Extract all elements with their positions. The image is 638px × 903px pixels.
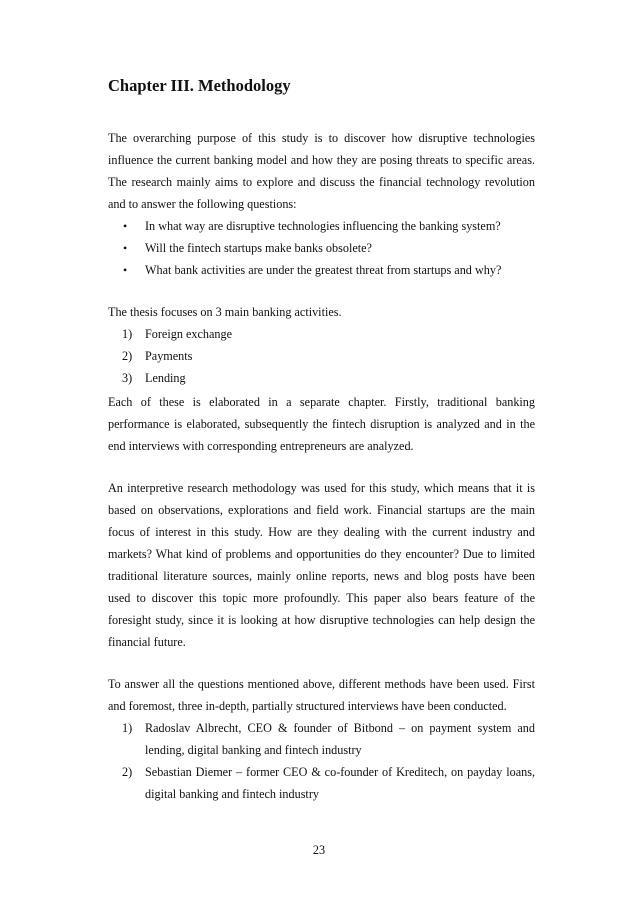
page-number: 23 (312, 843, 326, 857)
list-item: • What bank activities are under the greatest threat from startups and why? (108, 259, 535, 281)
bullet-icon: • (123, 219, 128, 233)
bullet-icon: • (123, 263, 128, 277)
paragraph-methodology: An interpretive research methodology was used for this study, which means that it is based on observations, explorations and field work. Financial startups are the main focus of interest in this study. How are they dealing with the current industry and markets? What kind of problems and opportunities do they encounter? Due to limited traditional literature sources, mainly online reports, news and blog posts have been used to discover this topic more profoundly. This paper also bears feature of the foresight study, since it is looking at how disruptive technologies can help design the financial future. (108, 481, 535, 649)
paragraph-elaboration: Each of these is elaborated in a separate chapter. Firstly, traditional banking performance is elaborated, subsequently the fintech disruption is analyzed and in the end interviews with corresponding entrepreneurs are analyzed. (108, 395, 535, 453)
list-item: 1) Radoslav Albrecht, CEO & founder of Bitbond – on payment system and lending, digital banking and fintech industry (122, 721, 535, 757)
list-item: • In what way are disruptive technologies influencing the banking system? (108, 215, 535, 237)
list-item: 1) Foreign exchange (122, 327, 232, 341)
paragraph-spacer (108, 457, 535, 477)
chapter-title: Chapter III. Methodology (108, 76, 291, 95)
paragraph-spacer (108, 281, 535, 301)
list-item: 3) Lending (122, 371, 186, 385)
bullet-icon: • (123, 241, 128, 255)
interviews-list (108, 717, 535, 805)
list-item: 2) Sebastian Diemer – former CEO & co-founder of Kreditech, on payday loans, digital banking and fintech industry (122, 765, 535, 801)
paragraph-methods: To answer all the questions mentioned above, different methods have been used. First and foremost, three in-depth, partially structured interviews have been conducted. (108, 677, 535, 713)
paragraph-spacer (108, 653, 535, 673)
page-content (108, 76, 535, 805)
paragraph-focus: The thesis focuses on 3 main banking activities. (108, 305, 342, 319)
research-questions-list (108, 215, 535, 281)
paragraph-purpose: The overarching purpose of this study is to discover how disruptive technologies influence the current banking model and how they are posing threats to specific areas. The research mainly aims to explore and discuss the financial technology revolution and to answer the following questions: (108, 131, 535, 211)
list-item: 2) Payments (122, 349, 193, 363)
banking-activities-list (108, 323, 535, 389)
list-item: • Will the fintech startups make banks obsolete? (108, 237, 535, 259)
